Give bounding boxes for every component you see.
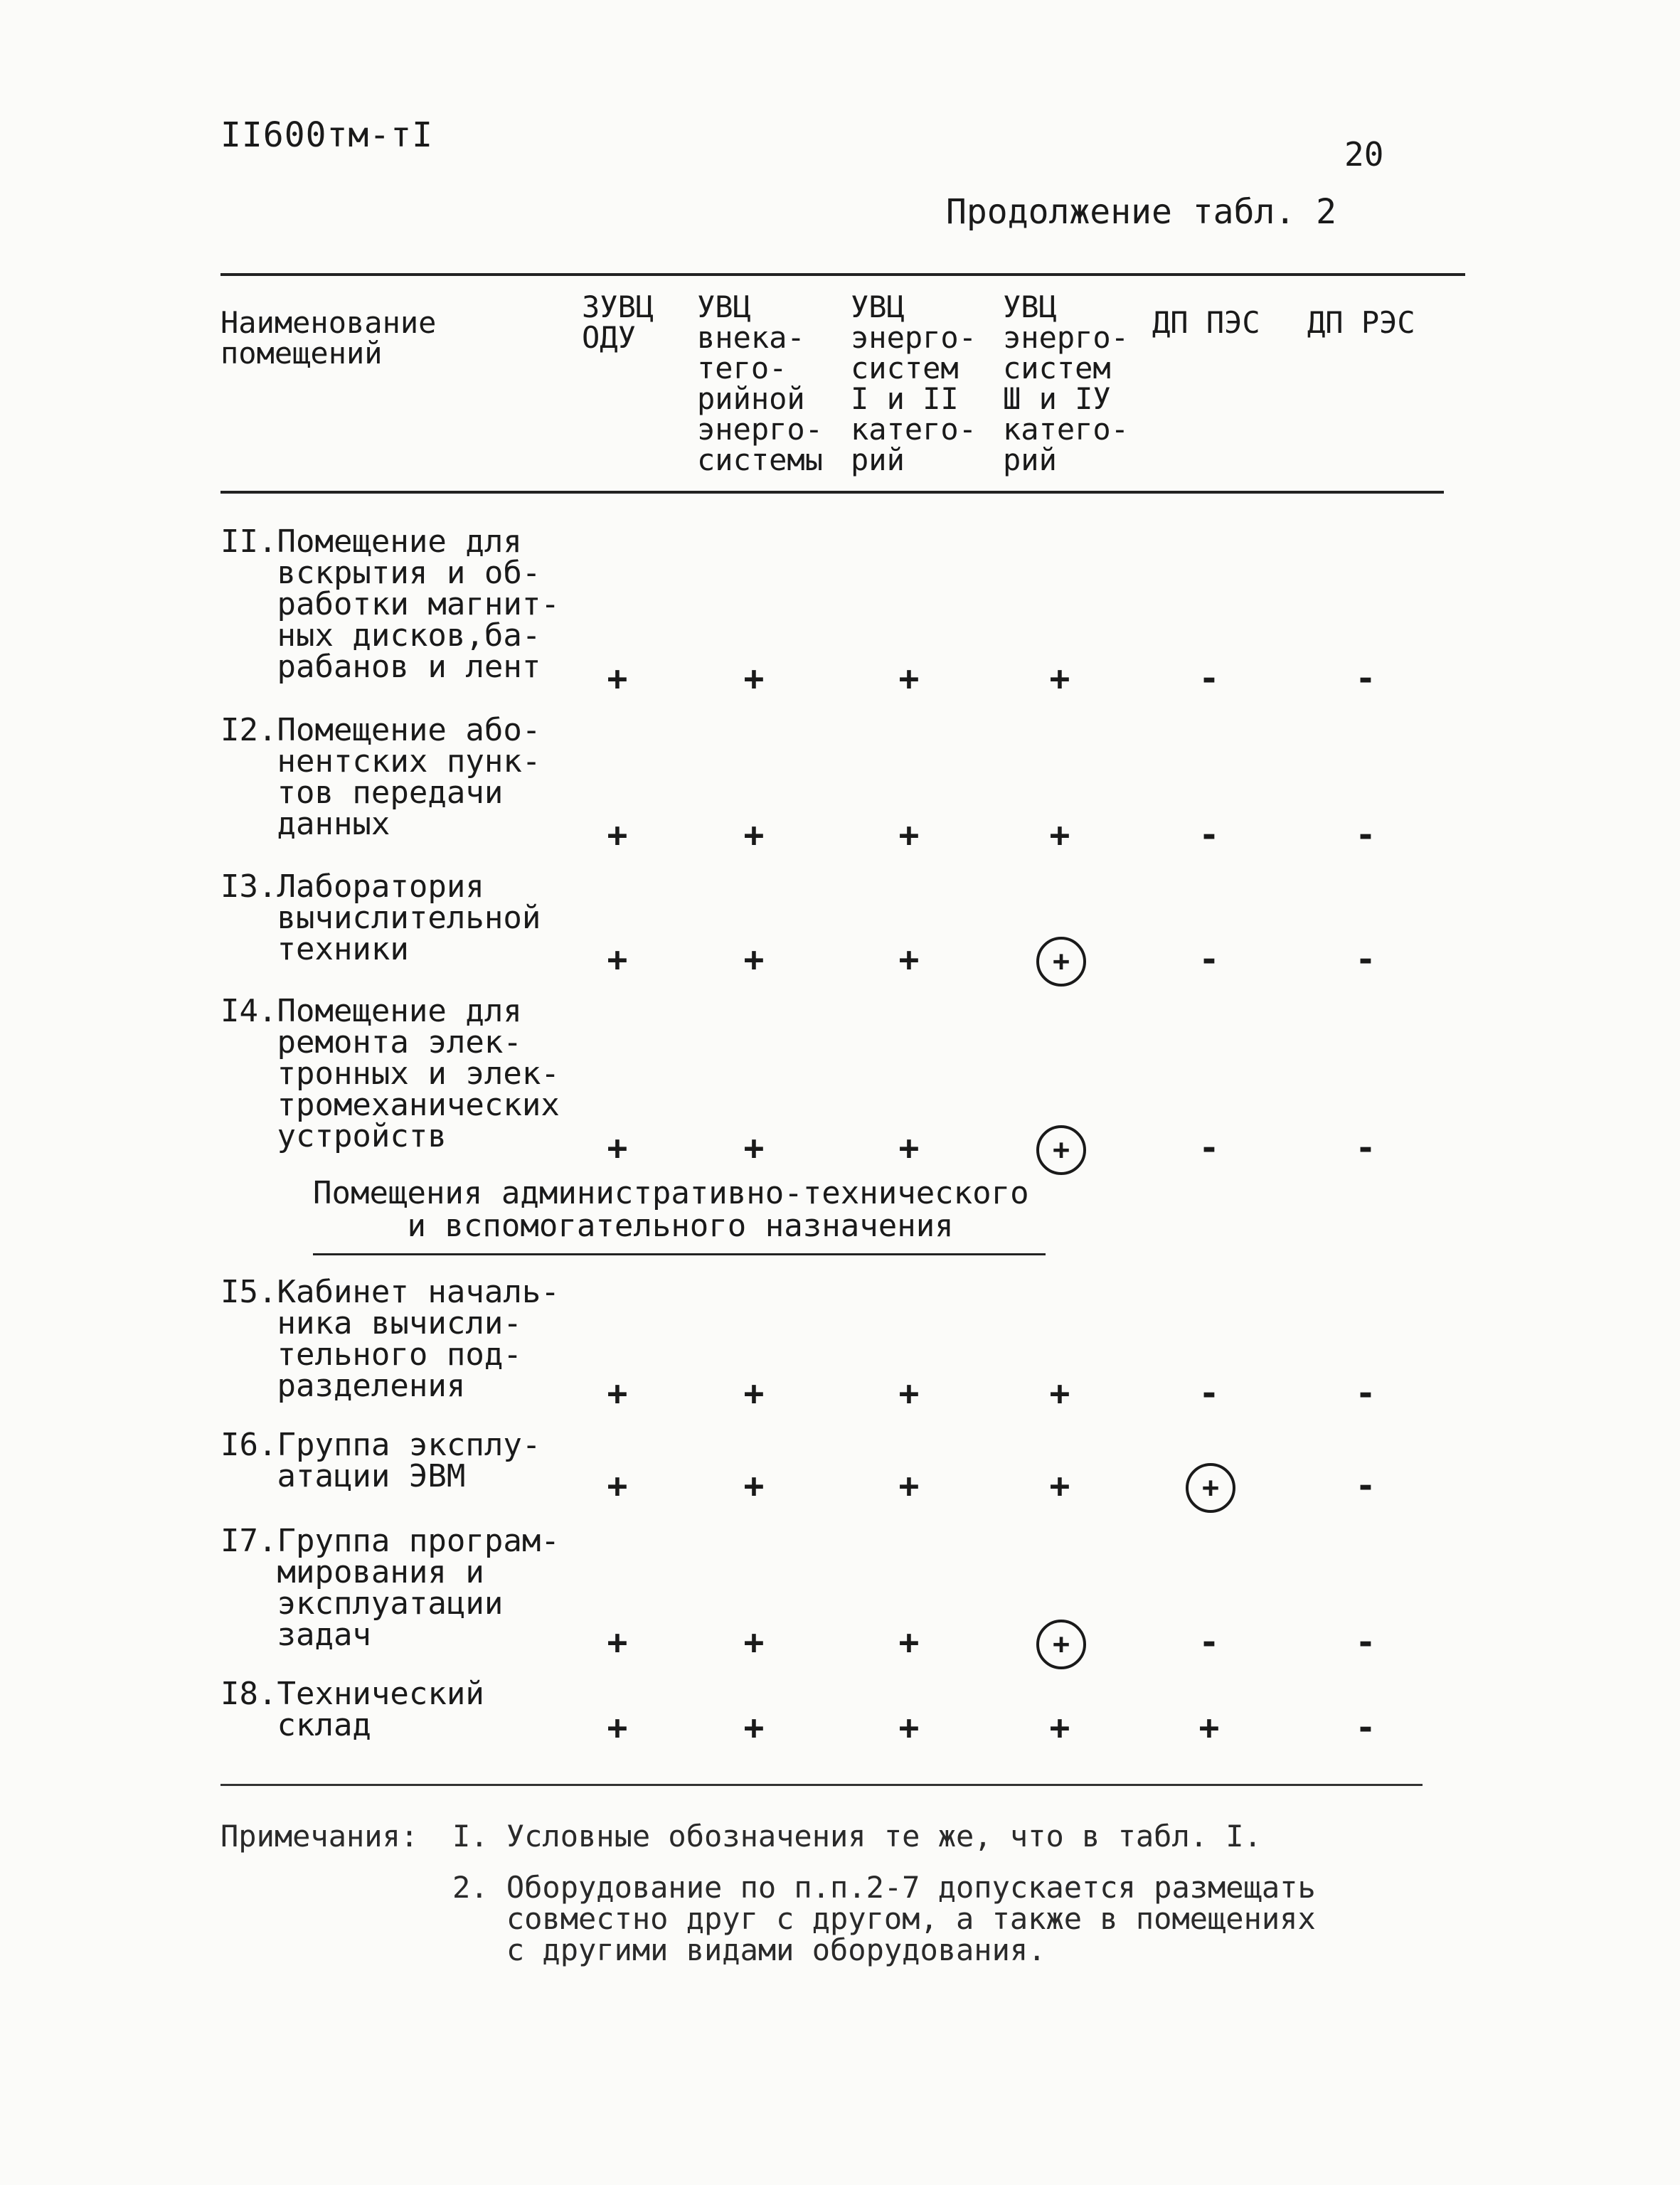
minus-mark: - — [1355, 1128, 1376, 1168]
plus-mark: + — [607, 1708, 628, 1748]
plus-mark: + — [898, 1622, 920, 1662]
plus-mark: + — [743, 1708, 765, 1748]
header-col-uvc-cat34: УВЦ энерго- систем Ш и IУ катего- рий — [1003, 289, 1129, 477]
header-col-dp-res: ДП РЭС — [1307, 305, 1415, 340]
plus-mark: + — [743, 659, 765, 698]
plus-mark: + — [743, 1373, 765, 1413]
plus-mark: + — [1198, 1708, 1220, 1748]
minus-mark: - — [1355, 1622, 1376, 1662]
plus-mark: + — [1049, 1373, 1070, 1413]
header-room-name: Наименование помещений — [220, 305, 437, 371]
plus-mark: + — [898, 940, 920, 979]
minus-mark: - — [1355, 1708, 1376, 1748]
row-name: I2.Помещение або- нентских пунк- тов передачи данных — [220, 712, 541, 842]
plus-mark: + — [607, 1373, 628, 1413]
minus-mark: - — [1198, 1622, 1220, 1662]
row-name: I6.Группа эксплу- атации ЭВМ — [220, 1427, 541, 1494]
circled-plus-mark: + — [1036, 1620, 1086, 1669]
page-number: 20 — [1344, 135, 1384, 174]
minus-mark: - — [1355, 1466, 1376, 1506]
notes-label: Примечания: — [220, 1819, 419, 1854]
plus-mark: + — [1049, 1708, 1070, 1748]
row-name: I3.Лаборатория вычислительной техники — [220, 868, 541, 967]
plus-mark: + — [1049, 815, 1070, 855]
plus-mark: + — [607, 1128, 628, 1168]
plus-mark: + — [898, 1373, 920, 1413]
minus-mark: - — [1355, 1373, 1376, 1413]
plus-mark: + — [898, 1708, 920, 1748]
minus-mark: - — [1355, 659, 1376, 698]
circled-plus-mark: + — [1186, 1463, 1235, 1513]
note-item-2: 2. Оборудование по п.п.2-7 допускается размещать совместно друг с другом, а также в помещениях с другими видами оборудования. — [452, 1870, 1316, 1967]
note-item-1: I. Условные обозначения те же, что в табл. I. — [452, 1819, 1262, 1854]
plus-mark: + — [607, 940, 628, 979]
row-name: I5.Кабинет началь- ника вычисли- тельного под- разделения — [220, 1274, 560, 1404]
minus-mark: - — [1198, 815, 1220, 855]
table-continuation-label: Продолжение табл. 2 — [946, 192, 1337, 232]
plus-mark: + — [743, 1128, 765, 1168]
header-bottom-rule — [220, 491, 1444, 494]
document-code: II600тм-тI — [220, 115, 433, 155]
header-col-zuvc: ЗУВЦ ОДУ — [582, 289, 654, 355]
minus-mark: - — [1355, 940, 1376, 979]
plus-mark: + — [607, 815, 628, 855]
circled-plus-mark: + — [1036, 937, 1086, 987]
row-name: I7.Группа програм- мирования и эксплуатации задач — [220, 1523, 560, 1653]
header-col-dp-pes: ДП ПЭС — [1152, 305, 1260, 340]
row-name: I4.Помещение для ремонта элек- тронных и элек- тромеханических устройств — [220, 993, 560, 1154]
plus-mark: + — [607, 1622, 628, 1662]
plus-mark: + — [898, 815, 920, 855]
plus-mark: + — [898, 1128, 920, 1168]
header-col-uvc-noncat: УВЦ внека- тего- рийной энерго- системы — [697, 289, 824, 477]
minus-mark: - — [1198, 940, 1220, 979]
row-name: II.Помещение для вскрытия и об- работки магнит- ных дисков,ба- рабанов и лент — [220, 523, 560, 685]
minus-mark: - — [1198, 659, 1220, 698]
plus-mark: + — [1049, 1466, 1070, 1506]
section-title: Помещения административно-технического и вспомогательного назначения — [313, 1175, 1029, 1244]
section-underline — [313, 1253, 1046, 1255]
row-name: I8.Технический склад — [220, 1676, 484, 1743]
plus-mark: + — [607, 659, 628, 698]
plus-mark: + — [607, 1466, 628, 1506]
circled-plus-mark: + — [1036, 1125, 1086, 1175]
minus-mark: - — [1198, 1128, 1220, 1168]
plus-mark: + — [743, 815, 765, 855]
plus-mark: + — [743, 1466, 765, 1506]
header-col-uvc-cat12: УВЦ энерго- систем I и II катего- рий — [851, 289, 977, 477]
minus-mark: - — [1198, 1373, 1220, 1413]
table-top-rule — [220, 273, 1465, 276]
plus-mark: + — [898, 1466, 920, 1506]
table-bottom-rule — [220, 1784, 1423, 1786]
plus-mark: + — [1049, 659, 1070, 698]
plus-mark: + — [743, 1622, 765, 1662]
minus-mark: - — [1355, 815, 1376, 855]
plus-mark: + — [743, 940, 765, 979]
plus-mark: + — [898, 659, 920, 698]
